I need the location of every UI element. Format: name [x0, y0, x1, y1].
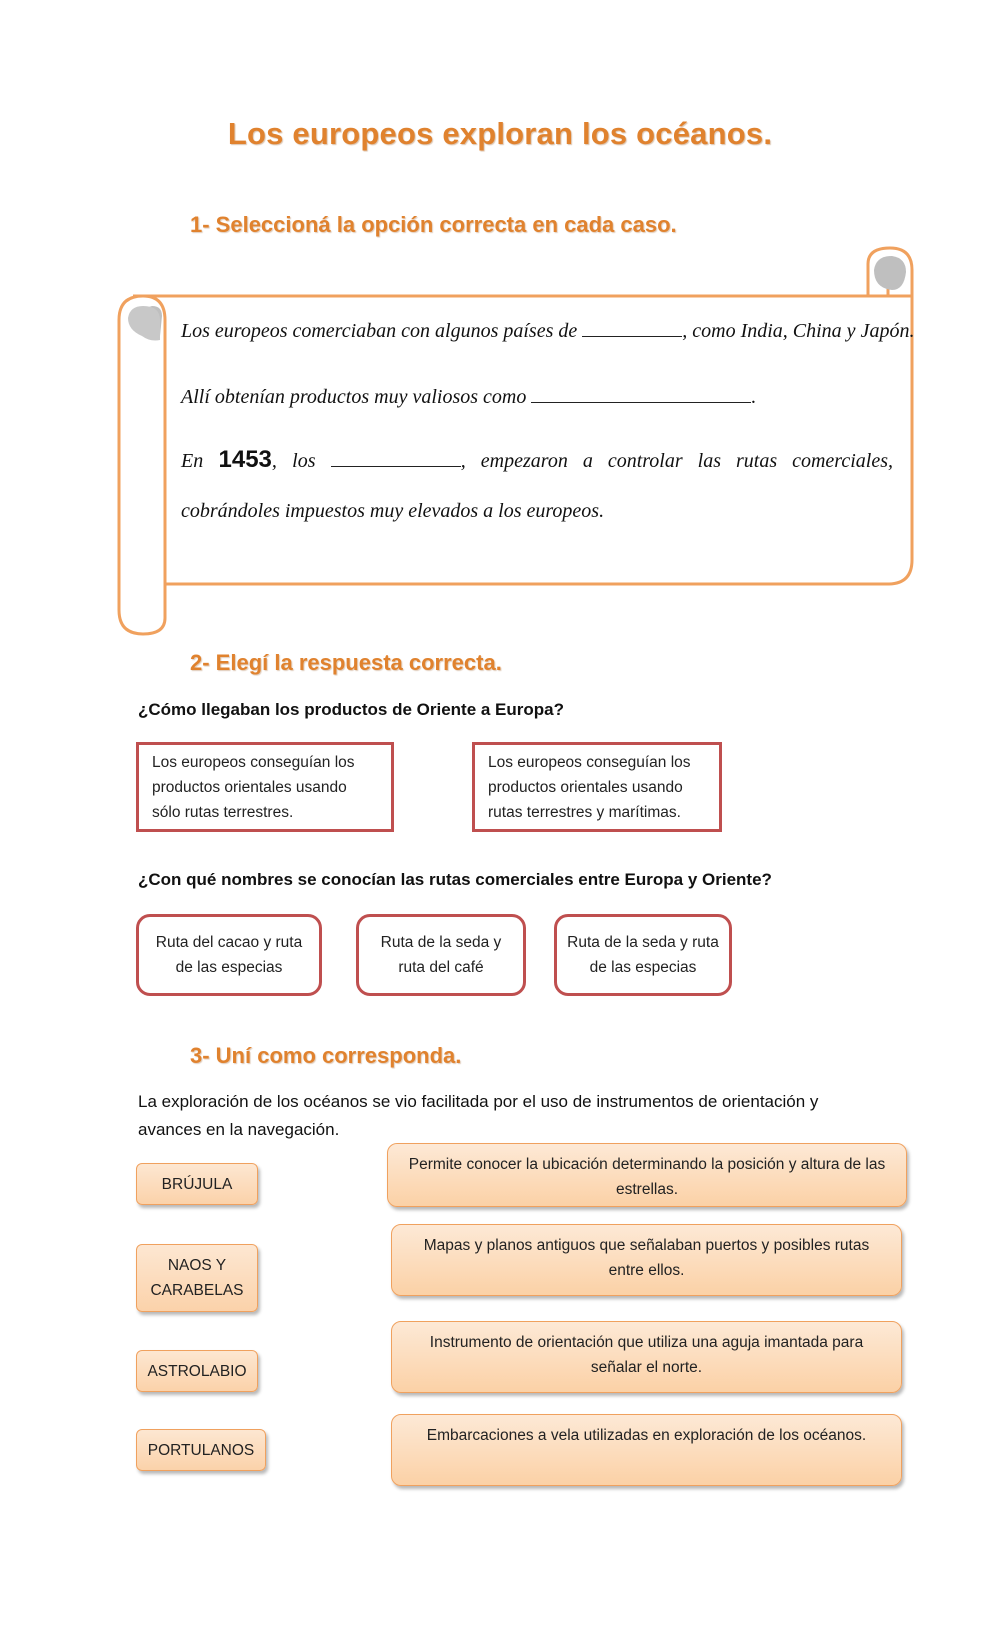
line3-rest: , empezaron a controlar las rutas comerciales, — [460, 450, 893, 472]
line3-en: En — [181, 450, 204, 472]
section-2-heading: 2- Elegí la respuesta correcta. — [190, 650, 502, 675]
q2-option-1[interactable]: Ruta del cacao y ruta de las especias — [136, 914, 322, 996]
question-1: ¿Cómo llegaban los productos de Oriente a Europa? — [138, 700, 564, 719]
year-value: 1453 — [218, 446, 272, 473]
q1-option-1[interactable]: Los europeos conseguían los productos orientales usando sólo rutas terrestres. — [136, 742, 394, 832]
q2-option-3[interactable]: Ruta de la seda y ruta de las especias — [554, 914, 732, 996]
definition-2[interactable]: Mapas y planos antiguos que señalaban puertos y posibles rutas entre ellos. — [391, 1224, 902, 1296]
blank-2[interactable] — [531, 388, 751, 403]
term-brujula[interactable]: BRÚJULA — [136, 1163, 258, 1205]
q2-option-2[interactable]: Ruta de la seda y ruta del café — [356, 914, 526, 996]
term-naos-y-carabelas[interactable]: NAOS Y CARABELAS — [136, 1244, 258, 1312]
definition-4[interactable]: Embarcaciones a vela utilizadas en exploración de los océanos. — [391, 1414, 902, 1486]
term-portulanos[interactable]: PORTULANOS — [136, 1429, 266, 1471]
scroll-curl-right — [874, 256, 906, 290]
scroll-line-3 — [181, 446, 893, 474]
question-2: ¿Con qué nombres se conocían las rutas comerciales entre Europa y Oriente? — [138, 870, 772, 889]
definition-3[interactable]: Instrumento de orientación que utiliza una aguja imantada para señalar el norte. — [391, 1321, 902, 1393]
section-3-heading: 3- Uní como corresponda. — [190, 1043, 462, 1068]
blank-1[interactable] — [582, 322, 682, 337]
section-3-intro: La exploración de los océanos se vio facilitada por el uso de instrumentos de orientación y avances en la navegación. — [138, 1092, 819, 1139]
definition-1[interactable]: Permite conocer la ubicación determinando la posición y altura de las estrellas. — [387, 1143, 907, 1207]
scroll-line-2 — [181, 386, 893, 409]
line3-los: los — [292, 450, 316, 472]
blank-3[interactable] — [331, 452, 461, 467]
line3-comma: , — [271, 450, 277, 472]
scroll-roll-shade — [128, 306, 160, 341]
line1-text: Los europeos comerciaban con algunos países de — [181, 320, 583, 342]
q1-option-2[interactable]: Los europeos conseguían los productos orientales usando rutas terrestres y marítimas. — [472, 742, 722, 832]
line2-text: Allí obtenían productos muy valiosos como — [181, 386, 532, 408]
scroll-line-4: cobrándoles impuestos muy elevados a los europeos. — [181, 500, 605, 522]
line2-end: . — [751, 386, 757, 408]
line1-end: , como India, China y Japón. — [682, 320, 915, 342]
scroll-line-1 — [181, 320, 915, 343]
section-1-heading: 1- Seleccioná la opción correcta en cada caso. — [190, 212, 677, 237]
term-astrolabio[interactable]: ASTROLABIO — [136, 1350, 258, 1392]
page-title: Los europeos exploran los océanos. — [227, 116, 773, 151]
